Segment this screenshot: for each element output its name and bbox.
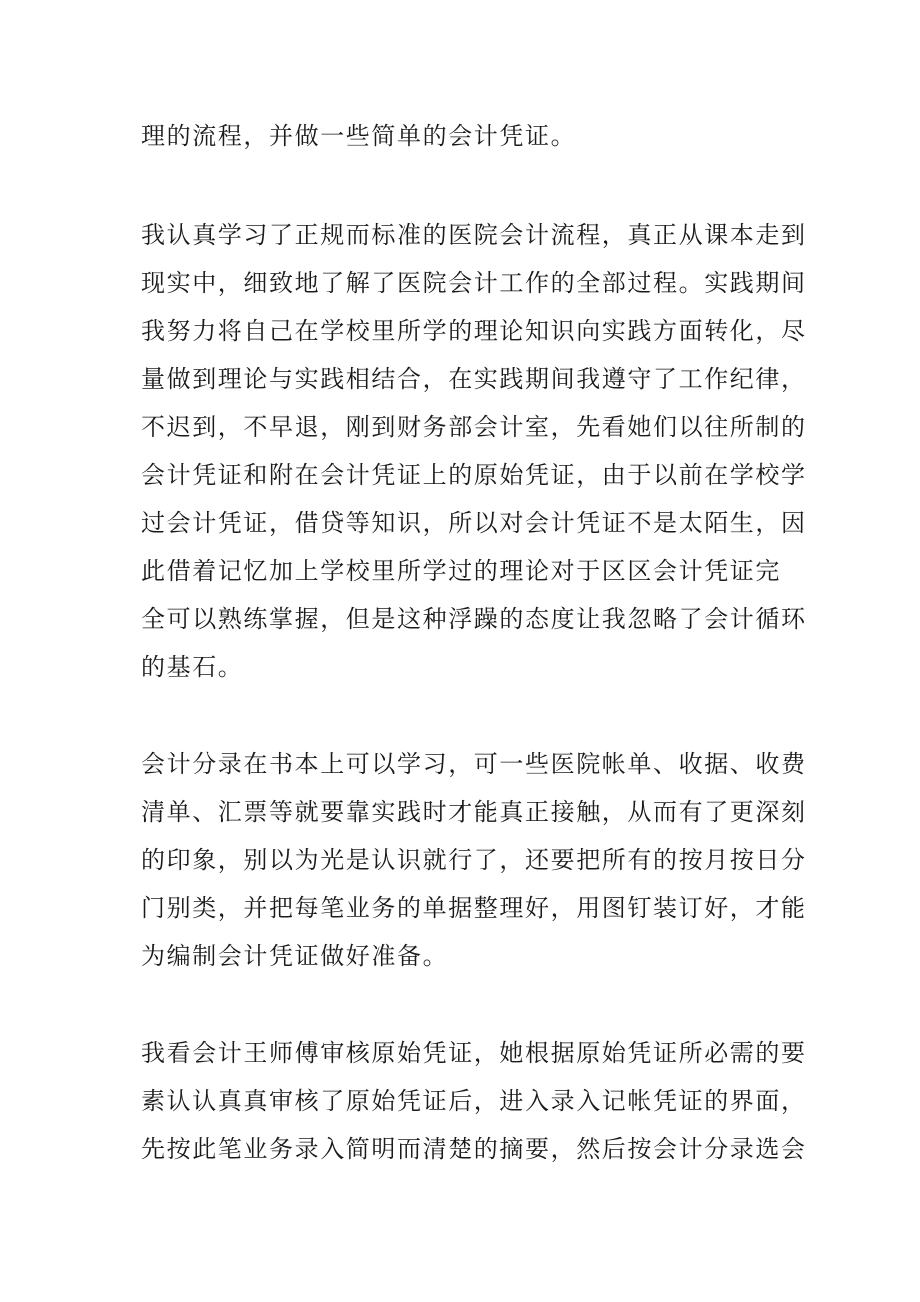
text-line: 我看会计王师傅审核原始凭证，她根据原始凭证所必需的要 <box>141 1039 807 1067</box>
text-line: 会计分录在书本上可以学习，可一些医院帐单、收据、收费 <box>141 750 807 778</box>
paragraph-4 <box>141 1029 807 1173</box>
text-line: 素认认真真审核了原始凭证后，进入录入记帐凭证的界面， <box>141 1087 807 1115</box>
text-line: 全可以熟练掌握，但是这种浮躁的态度让我忽略了会计循环 <box>141 605 807 633</box>
paragraph-3 <box>141 740 807 980</box>
text-line: 理的流程，并做一些简单的会计凭证。 <box>141 122 577 150</box>
text-line: 过会计凭证，借贷等知识，所以对会计凭证不是太陌生，因 <box>141 509 807 537</box>
text-line: 的印象，别以为光是认识就行了，还要把所有的按月按日分 <box>141 846 807 874</box>
text-line: 门别类，并把每笔业务的单据整理好，用图钉装订好，才能 <box>141 894 807 922</box>
text-line: 会计凭证和附在会计凭证上的原始凭证，由于以前在学校学 <box>141 461 807 489</box>
text-line: 现实中，细致地了解了医院会计工作的全部过程。实践期间 <box>141 269 807 297</box>
paragraph-2 <box>141 211 807 691</box>
text-line: 的基石。 <box>141 653 244 681</box>
text-line: 先按此笔业务录入简明而清楚的摘要，然后按会计分录选会 <box>141 1135 807 1163</box>
text-line: 量做到理论与实践相结合，在实践期间我遵守了工作纪律， <box>141 365 807 393</box>
text-line: 我认真学习了正规而标准的医院会计流程，真正从课本走到 <box>141 221 807 249</box>
paragraph-1 <box>141 112 801 160</box>
text-line: 为编制会计凭证做好准备。 <box>141 942 449 970</box>
text-line: 不迟到，不早退，刚到财务部会计室，先看她们以往所制的 <box>141 413 807 441</box>
text-line: 清单、汇票等就要靠实践时才能真正接触，从而有了更深刻 <box>141 798 807 826</box>
text-line: 此借着记忆加上学校里所学过的理论对于区区会计凭证完 <box>141 557 781 585</box>
text-line: 我努力将自己在学校里所学的理论知识向实践方面转化，尽 <box>141 317 807 345</box>
